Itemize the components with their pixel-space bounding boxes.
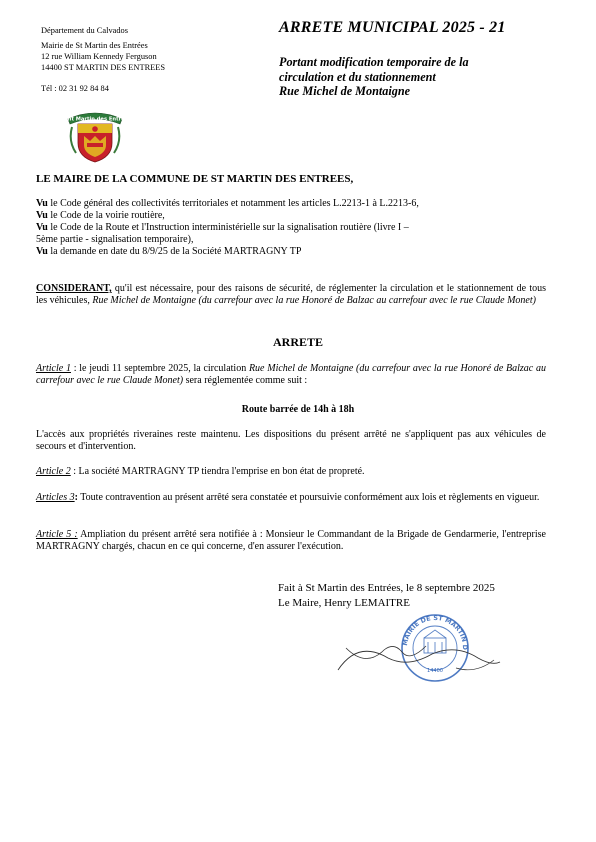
vu-text: le Code de la voirie routière, — [47, 210, 165, 221]
arrete-heading: ARRETE — [272, 335, 323, 349]
article-3-text: Toute contravention au présent arrêté sera constatée et poursuivie conformément aux lois et règlements en vigueur. — [77, 492, 540, 503]
subtitle-line: Portant modification temporaire de la — [279, 55, 469, 69]
address-line: 12 rue William Kennedy Ferguson — [41, 52, 157, 61]
article-1-text: le jeudi 11 septembre 2025, la circulation — [79, 363, 249, 374]
article-1-label: Article 1 — [36, 363, 71, 374]
article-2-label: Article 2 — [36, 466, 71, 477]
article-3-sep: : — [74, 492, 78, 503]
decree-subtitle — [279, 55, 559, 99]
considerant-text: qu'il est nécessaire, pour des raisons de sécurité, de réglementer la circulation et le stationnement de tous les véhicules, — [36, 283, 546, 306]
considerant-label: CONSIDERANT, — [36, 283, 112, 294]
vu-label: Vu — [36, 198, 48, 209]
article-5-label: Article 5 : — [36, 529, 78, 540]
considerant-location: Rue Michel de Montaigne (du carrefour avec la rue Honoré de Balzac au carrefour avec le rue Claude Monet) — [92, 295, 536, 306]
article-3 — [36, 492, 546, 504]
signature-block — [278, 581, 495, 611]
vu-text: le Code de la Route et l'Instruction interministérielle sur la signalisation routière (livre I – — [47, 222, 409, 233]
subtitle-line: Rue Michel de Montaigne — [279, 84, 411, 98]
place-date: Fait à St Martin des Entrées, le 8 septembre 2025 — [278, 582, 495, 594]
department-line: Département du Calvados — [41, 26, 128, 35]
vu-item — [36, 246, 546, 258]
article-1 — [36, 363, 546, 387]
article-5-text: Ampliation du présent arrêté sera notifiée à : Monsieur le Commandant de la Brigade de Gendarmerie, l'entreprise MARTRAGNY chargés, chacun en ce qui concerne, d'en assurer l'exécution. — [36, 529, 546, 552]
mayor-heading: LE MAIRE DE LA COMMUNE DE ST MARTIN DES ENTREES, — [36, 173, 354, 185]
vu-text: 5ème partie - signalisation temporaire), — [36, 234, 194, 245]
mayor-name: Le Maire, Henry LEMAITRE — [278, 597, 410, 609]
article-1-location: Rue Michel de Montaigne (du carrefour avec la rue Honoré de Balzac au carrefour avec le rue Claude Monet) — [36, 363, 546, 386]
vu-item — [36, 234, 546, 246]
subtitle-line: circulation et du stationnement — [279, 69, 436, 84]
decree-title: ARRETE MUNICIPAL 2025 - 21 — [279, 19, 506, 36]
issuer-block — [41, 25, 211, 94]
access-paragraph: L'accès aux propriétés riveraines reste maintenu. Les dispositions du présent arrêté ne s'appliquent pas aux véhicules de secours et d'intervention. — [36, 429, 546, 452]
svg-text:Saint Martin des Entrées: Saint Martin des Entrées — [62, 116, 128, 123]
vu-label: Vu — [36, 210, 48, 221]
vu-text: la demande en date du 8/9/25 de la Société MARTRAGNY TP — [47, 246, 302, 257]
article-5 — [36, 529, 546, 553]
svg-text:14400: 14400 — [427, 668, 443, 674]
mairie-line: Mairie de St Martin des Entrées — [41, 41, 148, 50]
considerant-paragraph — [36, 283, 546, 307]
article-2-text: La société MARTRAGNY TP tiendra l'emprise en bon état de propreté. — [78, 466, 365, 477]
city-line: 14400 ST MARTIN DES ENTREES — [41, 63, 166, 72]
article-2 — [36, 466, 546, 478]
article-2-sep: : — [70, 466, 79, 477]
vu-item — [36, 222, 546, 234]
official-stamp — [336, 608, 506, 688]
route-barree: Route barrée de 14h à 18h — [241, 404, 355, 415]
vu-item — [36, 198, 546, 210]
svg-text:MAIRIE DE ST MARTIN DES ENTREE: MAIRIE DE ST MARTIN D — [400, 613, 470, 651]
article-1-sep: : — [70, 363, 80, 374]
municipal-logo — [62, 107, 128, 163]
vu-item — [36, 210, 546, 222]
vu-list — [36, 198, 546, 258]
vu-text: le Code général des collectivités territoriales et notamment les articles L.2213-1 à L.2213-6, — [47, 198, 419, 209]
phone-line: Tél : 02 31 92 84 84 — [41, 84, 109, 93]
article-1-tail: sera réglementée comme suit : — [183, 375, 308, 386]
vu-label: Vu — [36, 246, 48, 257]
article-3-label: Articles 3 — [36, 492, 75, 503]
vu-label: Vu — [36, 222, 48, 233]
